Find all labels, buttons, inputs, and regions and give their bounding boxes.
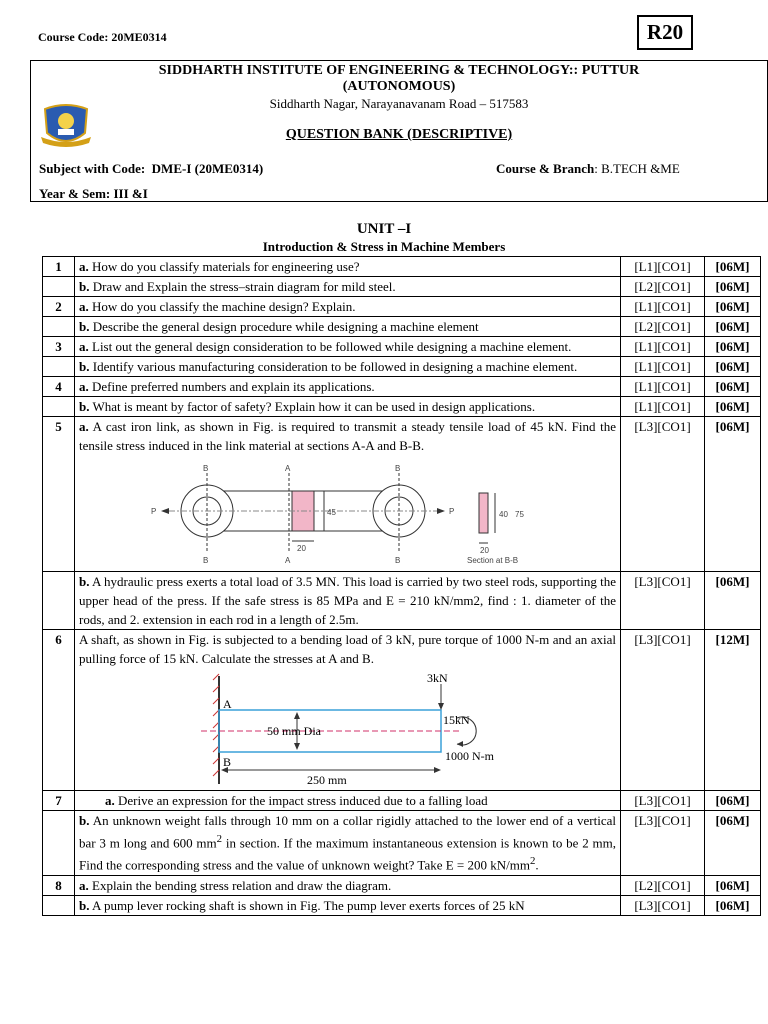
question-marks: [06M] — [705, 317, 761, 337]
subject-value: DME-I (20ME0314) — [151, 161, 264, 176]
subject-line — [39, 161, 263, 177]
fig-label: 20 — [297, 544, 306, 553]
fig-label: 40 — [499, 510, 508, 519]
table-row — [43, 630, 761, 791]
question-level: [L1][CO1] — [621, 357, 705, 377]
fig-label: A — [285, 556, 291, 565]
fig-label: 75 — [515, 510, 524, 519]
question-marks: [06M] — [705, 572, 761, 630]
branch-label: Course & Branch — [496, 161, 595, 176]
question-marks: [06M] — [705, 257, 761, 277]
question-level: [L1][CO1] — [621, 337, 705, 357]
question-text: A shaft, as shown in Fig. is subjected to a bending load of 3 kN, pure torque of 1000 N-m and an axial pulling force of 15 kN. Calculate the stresses at A and B. 3kN A B 50 mm Dia 15kN 1000 N-m 250 mm — [75, 630, 621, 791]
table-row — [43, 875, 761, 895]
question-marks: [06M] — [705, 337, 761, 357]
question-text: b. Draw and Explain the stress–strain diagram for mild steel. — [75, 277, 621, 297]
table-row — [43, 572, 761, 630]
question-marks: [06M] — [705, 397, 761, 417]
question-number — [43, 357, 75, 377]
cast-iron-link-figure — [149, 461, 569, 567]
fig-label: B — [395, 556, 401, 565]
question-number — [43, 895, 75, 915]
branch-value: : B.TECH &ME — [594, 161, 680, 176]
fig-label: B — [203, 464, 209, 473]
regulation-badge: R20 — [637, 15, 693, 50]
question-marks: [06M] — [705, 417, 761, 572]
fig-label: 1000 N-m — [445, 749, 494, 763]
question-marks: [12M] — [705, 630, 761, 791]
table-row — [43, 811, 761, 876]
fig-label: B — [395, 464, 401, 473]
fig-label: P — [449, 507, 455, 516]
table-row — [43, 277, 761, 297]
fig-label: 20 — [480, 546, 489, 555]
table-row — [43, 357, 761, 377]
question-text: b. A hydraulic press exerts a total load of 3.5 MN. This load is carried by two steel rods, supporting the upper head of the press. If the safe stress is 85 MPa and E = 210 kN/mm2, find : 1. diameter of the rods, and 2. extension in each rod in a length of 2.5m. — [75, 572, 621, 630]
question-text: a. List out the general design consideration to be followed while designing a machine element. — [75, 337, 621, 357]
question-marks: [06M] — [705, 791, 761, 811]
table-row — [43, 297, 761, 317]
fig-label: 15kN — [443, 713, 470, 727]
unit-title: UNIT –I — [356, 221, 412, 237]
question-level: [L3][CO1] — [621, 791, 705, 811]
question-level: [L3][CO1] — [621, 572, 705, 630]
question-text: a. How do you classify materials for engineering use? — [75, 257, 621, 277]
question-number — [43, 811, 75, 876]
question-number: 3 — [43, 337, 75, 357]
header-box — [30, 60, 768, 202]
question-marks: [06M] — [705, 875, 761, 895]
question-level: [L3][CO1] — [621, 811, 705, 876]
institute-logo-icon — [39, 103, 93, 149]
table-row — [43, 791, 761, 811]
question-level: [L3][CO1] — [621, 895, 705, 915]
shaft-figure — [199, 670, 519, 788]
question-number — [43, 277, 75, 297]
question-level: [L3][CO1] — [621, 417, 705, 572]
course-code: Course Code: 20ME0314 — [38, 30, 167, 44]
question-level: [L1][CO1] — [621, 397, 705, 417]
question-number: 7 — [43, 791, 75, 811]
question-text: b. Identify various manufacturing consideration to be followed in designing a machine element. — [75, 357, 621, 377]
question-number: 2 — [43, 297, 75, 317]
branch-line — [496, 161, 680, 177]
question-marks: [06M] — [705, 277, 761, 297]
table-row — [43, 377, 761, 397]
question-marks: [06M] — [705, 357, 761, 377]
question-text: b. Describe the general design procedure while designing a machine element — [75, 317, 621, 337]
fig-label: A — [223, 697, 232, 711]
question-level: [L1][CO1] — [621, 377, 705, 397]
question-table — [42, 256, 761, 916]
table-row — [43, 895, 761, 915]
question-text: a. Explain the bending stress relation and draw the diagram. — [75, 875, 621, 895]
question-text: a. Define preferred numbers and explain its applications. — [75, 377, 621, 397]
fig-label: 45 — [327, 508, 336, 517]
table-row — [43, 397, 761, 417]
question-text: b. An unknown weight falls through 10 mm on a collar rigidly attached to the lower end of a vertical bar 3 m long and 600 $mm^2$ in section. If the maximum instantaneous extension is known to be 2 mm, Find the corresponding stress and the value of unknown weight? Take E = 200 $kN/mm^2$. — [75, 811, 621, 876]
question-marks: [06M] — [705, 895, 761, 915]
question-level: [L2][CO1] — [621, 277, 705, 297]
fig-label: Section at B-B — [467, 556, 519, 565]
question-number: 6 — [43, 630, 75, 791]
question-marks: [06M] — [705, 377, 761, 397]
question-marks: [06M] — [705, 811, 761, 876]
question-number: 1 — [43, 257, 75, 277]
table-row — [43, 417, 761, 572]
question-level: [L1][CO1] — [621, 297, 705, 317]
table-row — [43, 317, 761, 337]
question-number: 8 — [43, 875, 75, 895]
unit-subtitle: Introduction & Stress in Machine Members — [262, 239, 506, 254]
institute-name: SIDDHARTH INSTITUTE OF ENGINEERING & TECHNOLOGY:: PUTTUR — [158, 63, 640, 78]
question-text: a. Derive an expression for the impact stress induced due to a falling load — [75, 791, 621, 811]
table-row — [43, 337, 761, 357]
question-level: [L3][CO1] — [621, 630, 705, 791]
question-number — [43, 317, 75, 337]
fig-label: A — [285, 464, 291, 473]
year-sem: Year & Sem: III &I — [39, 186, 148, 201]
institute-address: Siddharth Nagar, Narayanavanam Road – 517583 — [269, 96, 529, 111]
question-text: a. A cast iron link, as shown in Fig. is required to transmit a steady tensile load of 45 kN. Find the tensile stress induced in the link material at sections A-A and B-B. B A B B A B P P 45 20 40 75 20 Section at B-B — [75, 417, 621, 572]
institute-status: (AUTONOMOUS) — [342, 79, 456, 94]
fig-label: B — [203, 556, 209, 565]
question-bank-title: QUESTION BANK (DESCRIPTIVE) — [285, 127, 513, 142]
question-number: 4 — [43, 377, 75, 397]
question-text: b. A pump lever rocking shaft is shown in Fig. The pump lever exerts forces of 25 kN — [75, 895, 621, 915]
fig-label: P — [151, 507, 157, 516]
fig-label: 50 mm Dia — [267, 724, 321, 738]
question-level: [L1][CO1] — [621, 257, 705, 277]
fig-label: B — [223, 755, 232, 769]
question-number — [43, 397, 75, 417]
question-text: a. How do you classify the machine design? Explain. — [75, 297, 621, 317]
question-number — [43, 572, 75, 630]
fig-label: 250 mm — [307, 773, 347, 787]
question-number: 5 — [43, 417, 75, 572]
question-text: b. What is meant by factor of safety? Explain how it can be used in design applications. — [75, 397, 621, 417]
table-row — [43, 257, 761, 277]
question-marks: [06M] — [705, 297, 761, 317]
fig-label: 3kN — [427, 671, 448, 685]
question-level: [L2][CO1] — [621, 875, 705, 895]
subject-label: Subject with Code: — [39, 161, 146, 176]
question-level: [L2][CO1] — [621, 317, 705, 337]
